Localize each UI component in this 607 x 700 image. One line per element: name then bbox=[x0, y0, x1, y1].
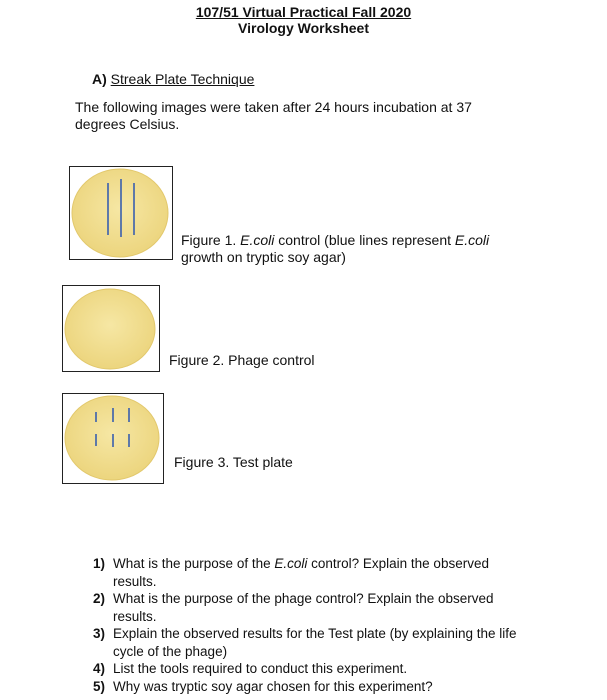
section-letter: A) bbox=[92, 71, 107, 87]
organism-name: E.coli bbox=[454, 232, 490, 248]
question-item bbox=[93, 590, 533, 625]
organism-name: E.coli bbox=[240, 232, 275, 248]
figure-2-plate bbox=[62, 285, 160, 372]
phage-control-plate-image bbox=[63, 286, 158, 370]
question-item: 1) What is the purpose of the E.coli control? Explain the observed results. bbox=[93, 556, 489, 589]
figure-3-plate bbox=[62, 393, 164, 484]
question-number: 5) bbox=[93, 678, 106, 694]
intro-paragraph: The following images were taken after 24 hours incubation at 37 degrees Celsius. bbox=[75, 99, 472, 132]
question-item bbox=[93, 678, 533, 696]
question-text: Why was tryptic soy agar chosen for this experiment? bbox=[113, 678, 433, 694]
question-item bbox=[93, 660, 533, 678]
question-number: 2) bbox=[93, 591, 106, 606]
section-heading bbox=[92, 71, 254, 87]
worksheet-title: 107/51 Virtual Practical Fall 2020 bbox=[195, 4, 412, 20]
question-number: 3) bbox=[93, 626, 106, 641]
question-list bbox=[93, 555, 533, 695]
question-text: List the tools required to conduct this experiment. bbox=[113, 661, 408, 676]
agar-plate bbox=[65, 396, 159, 480]
question-text: Explain the observed results for the Test plate (by explaining the life cycle of the phage) bbox=[113, 626, 517, 659]
question-item bbox=[93, 625, 533, 660]
figure-1-caption: Figure 1. E.coli control (blue lines represent E.coli growth on tryptic soy agar) bbox=[181, 232, 490, 265]
question-number: 1) bbox=[93, 556, 106, 571]
test-plate-image bbox=[63, 394, 162, 482]
figure-3-caption: Figure 3. Test plate bbox=[174, 454, 293, 470]
section-title: Streak Plate Technique bbox=[110, 71, 255, 87]
figure-1-plate bbox=[69, 166, 173, 260]
ecoli-control-plate-image bbox=[70, 167, 171, 258]
question-number: 4) bbox=[93, 661, 106, 676]
agar-plate bbox=[65, 289, 155, 369]
agar-plate bbox=[72, 169, 168, 257]
organism-name: E.coli bbox=[274, 556, 308, 571]
figure-2-caption: Figure 2. Phage control bbox=[169, 352, 315, 368]
question-text: What is the purpose of the phage control? Explain the observed results. bbox=[113, 591, 494, 624]
worksheet-subtitle: Virology Worksheet bbox=[238, 20, 369, 36]
